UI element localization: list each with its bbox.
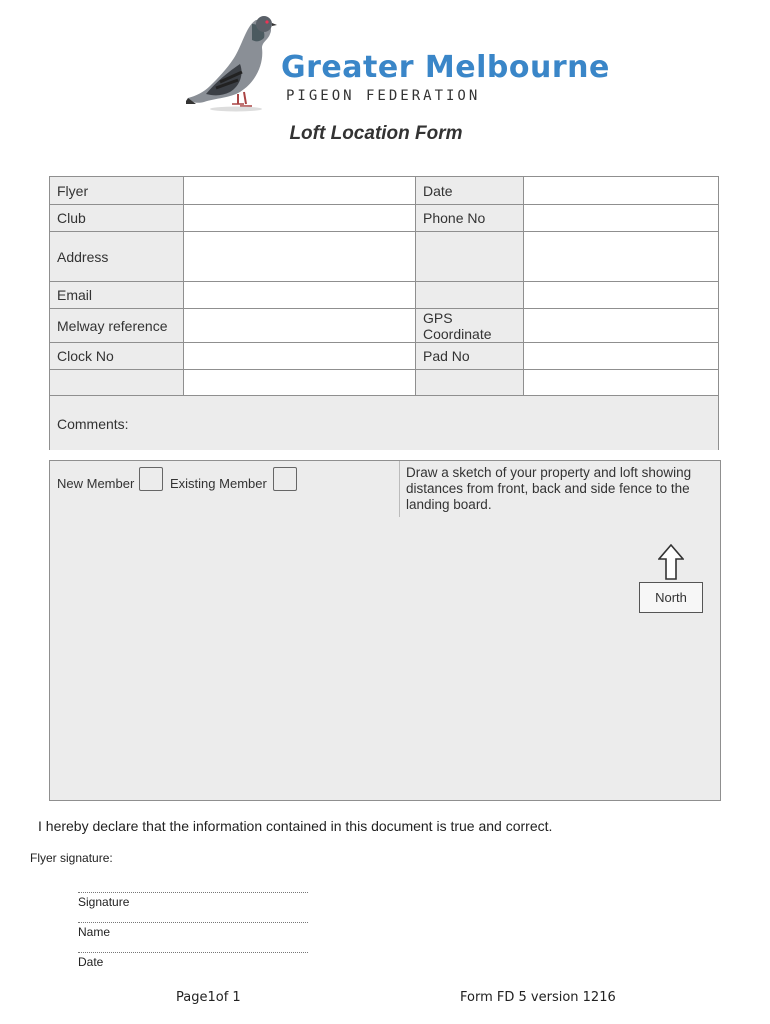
blank-field-cell[interactable]	[523, 281, 719, 308]
phone-field[interactable]	[523, 204, 719, 231]
signature-label: Signature	[78, 895, 130, 909]
north-arrow-icon	[658, 544, 684, 580]
new-member-checkbox[interactable]	[139, 467, 163, 491]
phone-label: Phone No	[415, 204, 523, 231]
signature-heading: Flyer signature:	[30, 851, 113, 865]
pad-field[interactable]	[523, 342, 719, 369]
brand-subtitle: PIGEON FEDERATION	[286, 88, 481, 104]
address-field[interactable]	[183, 231, 415, 281]
melway-field[interactable]	[183, 308, 415, 342]
gps-label: GPS Coordinate	[415, 308, 523, 342]
form-title: Loft Location Form	[289, 123, 463, 144]
page-number: Page1of 1	[176, 990, 241, 1005]
north-label: North	[639, 582, 703, 613]
clock-label: Clock No	[49, 342, 183, 369]
blank-label-cell	[415, 281, 523, 308]
flyer-field[interactable]	[183, 176, 415, 204]
new-member-label: New Member	[57, 476, 135, 491]
existing-member-label: Existing Member	[170, 476, 267, 491]
existing-member-checkbox[interactable]	[273, 467, 297, 491]
declaration-text: I hereby declare that the information contained in this document is true and correct.	[38, 818, 553, 834]
comments-label: Comments:	[57, 416, 129, 432]
name-label: Name	[78, 925, 111, 939]
blank-label-cell	[415, 369, 523, 396]
name-line[interactable]	[78, 922, 308, 923]
address-label: Address	[49, 231, 183, 281]
melway-label: Melway reference	[49, 308, 183, 342]
pigeon-logo-icon	[186, 12, 278, 112]
signature-line[interactable]	[78, 892, 308, 893]
club-field[interactable]	[183, 204, 415, 231]
flyer-label: Flyer	[49, 176, 183, 204]
sketch-instruction: Draw a sketch of your property and loft showing distances from front, back and side fence to the landing board.	[406, 465, 692, 512]
blank-field-cell[interactable]	[523, 369, 719, 396]
date-label: Date	[415, 176, 523, 204]
blank-field-cell[interactable]	[183, 369, 415, 396]
comments-box[interactable]	[49, 396, 719, 450]
clock-field[interactable]	[183, 342, 415, 369]
email-field[interactable]	[183, 281, 415, 308]
form-version: Form FD 5 version 1216	[460, 990, 616, 1005]
date-line[interactable]	[78, 952, 308, 953]
section-divider	[399, 461, 400, 517]
brand-title: Greater Melbourne	[281, 50, 610, 85]
blank-field-cell[interactable]	[523, 231, 719, 281]
blank-label-cell	[415, 231, 523, 281]
gps-field[interactable]	[523, 308, 719, 342]
date-field[interactable]	[523, 176, 719, 204]
club-label: Club	[49, 204, 183, 231]
sketch-area[interactable]	[49, 517, 721, 801]
email-label: Email	[49, 281, 183, 308]
pad-label: Pad No	[415, 342, 523, 369]
blank-label-cell	[49, 369, 183, 396]
date-label-sig: Date	[78, 955, 104, 969]
